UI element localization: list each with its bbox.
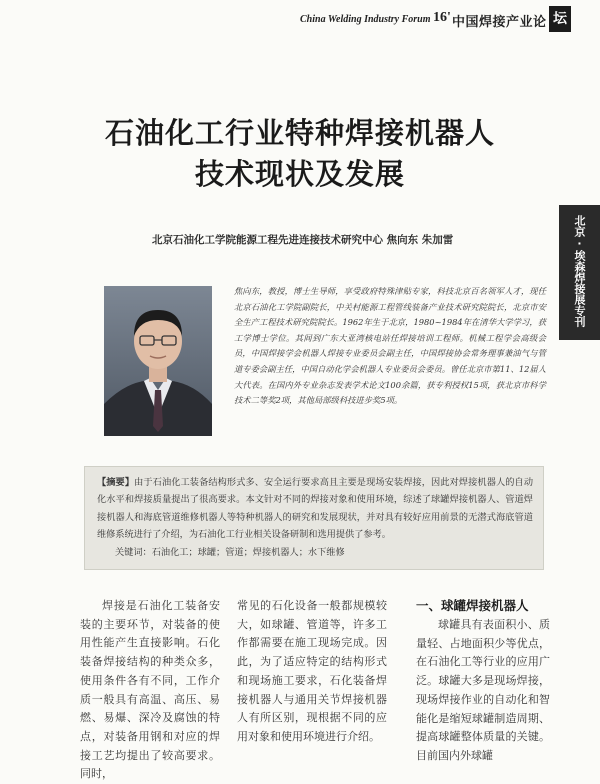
keywords-line [97,544,533,561]
author-photo [104,286,212,436]
abstract-paragraph [97,474,533,544]
keywords-list: 石油化工；球罐；管道；焊接机器人；水下维修 [151,546,345,558]
header-forum-name: China Welding Industry Forum [300,14,431,25]
author-biography: 焦向东，教授，博士生导师，享受政府特殊津贴专家，科技北京百名领军人才，现任北京石油化工学院副院长，中关村能源工程管线装备产业技术研究院院长，北京市安全生产工程技术研究院院长。1962年生于北京，1980~1984年在清华大学学习，获工学博士学位。其间到广东大亚湾核电站任焊接培训工程师。机械工程学会高级会员，中国焊接学会机器人焊接专业委员会副主任，中国焊接协会常务理事兼油气与管道专委会副主任，中国自动化学会机器人专业委员会委员。曾任北京市第11、12届人大代表。在国内外专业杂志发表学术论文100余篇，获专利授权15项，获北京市科学技术二等奖2项，其他局部级科技进步奖5项。 [234,286,546,406]
body-column-1: 焊接是石油化工装备安装的主要环节，对装备的使用性能产生直接影响。石化装备焊接结构的种类众多，使用条件各有不同，工作介质一般具有高温、高压、易燃、易爆、深冷及腐蚀的特点，对装备用钢和对应的焊接工艺均提出了较高要求。同时， [80,599,220,781]
side-issue-tab [559,205,600,340]
article-title-line2: 技术现状及发展 [194,157,405,191]
keywords-label: 关键词： [115,546,152,558]
article-title-line1: 石油化工行业特种焊接机器人 [104,116,495,150]
header-section-title: 中国焊接产业论 [452,15,547,30]
abstract-box [84,466,544,570]
body-column-2: 常见的石化设备一般都规模较大，如球罐、管道等，许多工作都需要在施工现场完成。因此，为了适应特定的结构形式和现场施工要求，石化装备焊接机器人与通用关节焊接机器人有所区别，现根据不同的应用对象和使用环境进行介绍。 [237,599,387,743]
abstract-text: 由于石油化工装备结构形式多、安全运行要求高且主要是现场安装焊接，因此对焊接机器人的自动化水平和焊接质量提出了很高要求。本文针对不同的焊接对象和使用环境，综述了球罐焊接机器人、管道焊接机器人和海底管道维修机器人等特种机器人的研究和发展现状，并对具有较好应用前景的无潜式海底管道维修系统进行了介绍，为石油化工行业相关设备研制和选用提供了参考。 [97,477,534,541]
author-affiliation: 北京石油化工学院能源工程先进连接技术研究中心 焦向东 朱加雷 [152,234,454,246]
author-portrait-illustration [104,286,212,436]
body-column-3: 球罐具有表面积小、质量轻、占地面积少等优点，在石油化工等行业的应用广泛。球罐大多是现场焊接，现场焊接作业的自动化和智能化是缩短球罐制造周期、提高球罐整体质量的关键。目前国内外球罐 [416,618,550,762]
side-issue-tab-label: 北京·埃森焊接展专刊 [573,215,586,327]
header-section-tab: 坛 [549,6,571,32]
abstract-label: 【摘要】 [97,477,135,488]
page-number: 16' [433,10,451,25]
section-heading-spherical-tank: 一、球罐焊接机器人 [416,598,529,613]
